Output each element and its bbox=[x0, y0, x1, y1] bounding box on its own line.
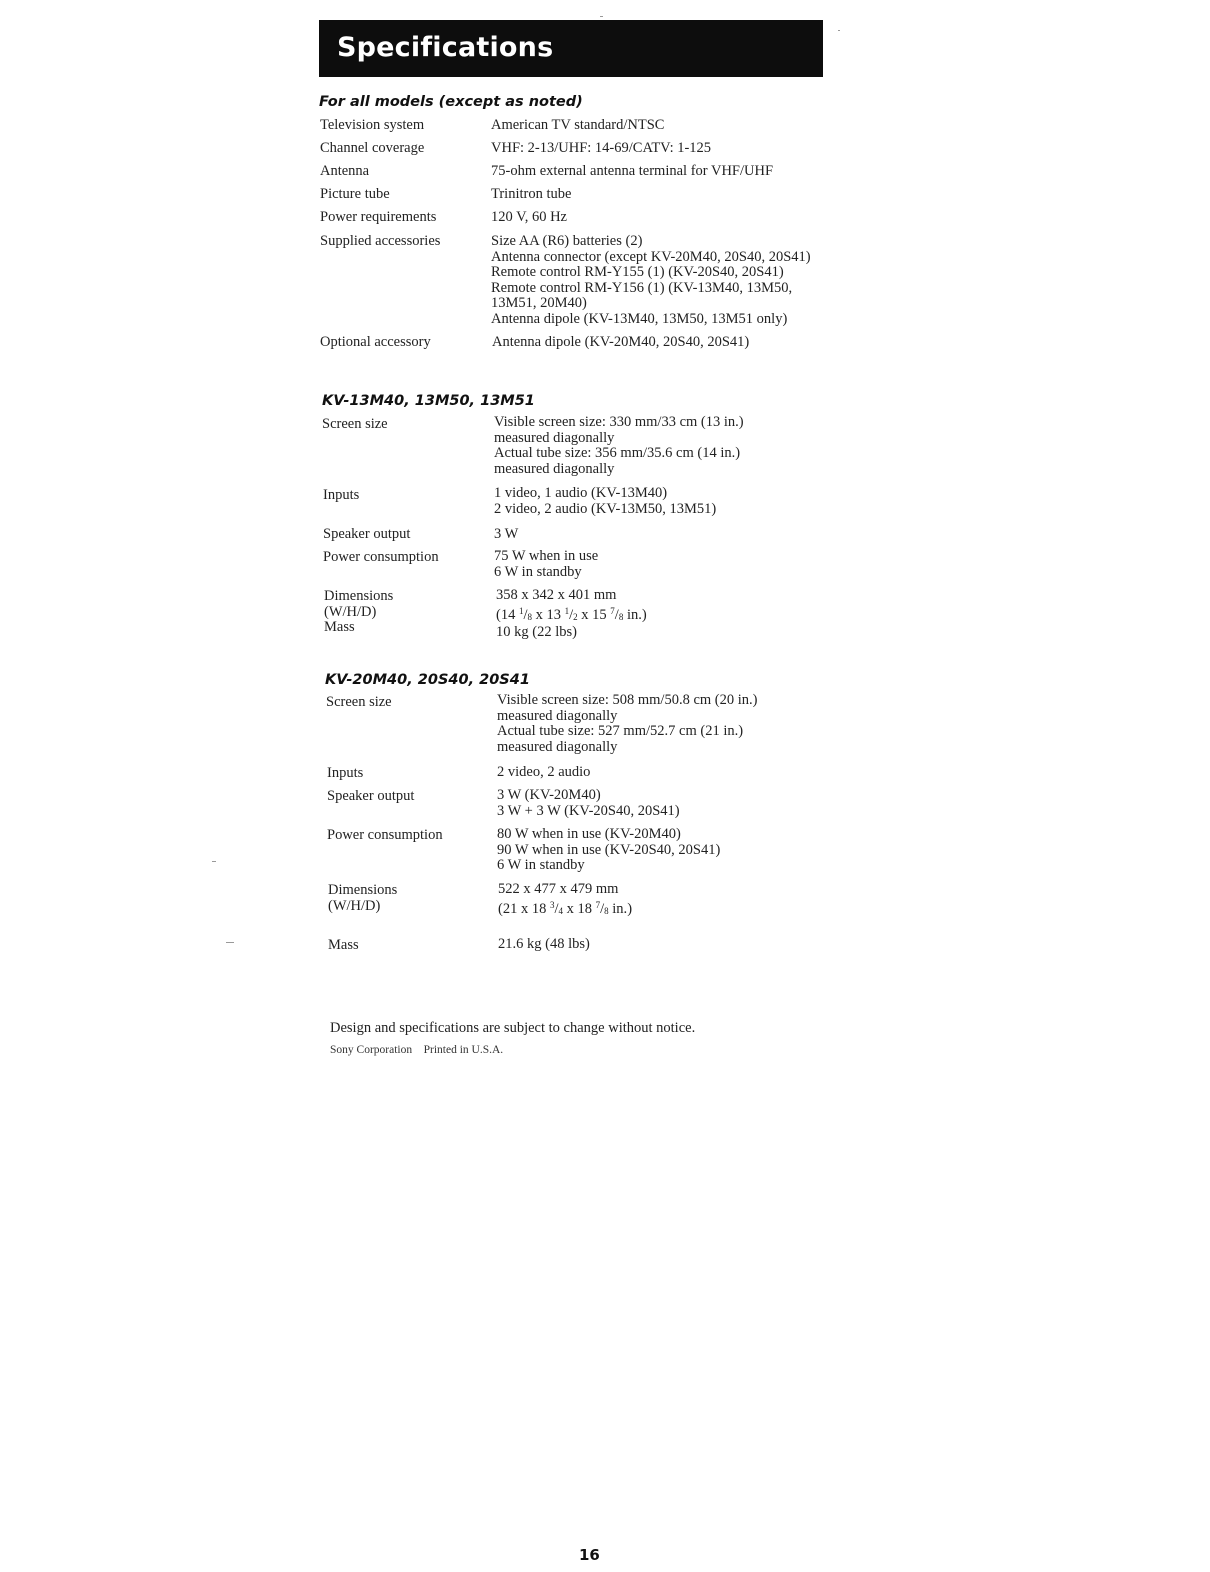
spec-label: Television system bbox=[320, 117, 425, 133]
spec-label: Speaker output bbox=[323, 526, 411, 542]
spec-value-line: 6 W in standby bbox=[494, 563, 582, 580]
spec-label-line: Mass bbox=[324, 619, 355, 635]
spec-value-block bbox=[494, 486, 716, 517]
spec-label-line: Dimensions bbox=[328, 882, 398, 898]
spec-value-line: Visible screen size: 330 mm/33 cm (13 in.) bbox=[494, 414, 744, 430]
spec-value-line: Antenna dipole (KV-13M40, 13M50, 13M51 only) bbox=[491, 310, 788, 327]
spec-label: Mass bbox=[328, 937, 359, 953]
spec-label: Power requirements bbox=[320, 209, 437, 225]
dim-num: 3 bbox=[549, 899, 555, 910]
spec-value-line: measured diagonally bbox=[494, 460, 615, 477]
dim-num: 7 bbox=[595, 899, 601, 910]
spec-value-block bbox=[497, 693, 757, 755]
spec-value: 3 W bbox=[494, 526, 519, 542]
section-heading-all-models: For all models (except as noted) bbox=[319, 94, 583, 110]
spec-label: Antenna bbox=[320, 163, 370, 179]
dim-num: 1 bbox=[564, 605, 570, 616]
spec-value-line: 6 W in standby bbox=[497, 857, 585, 873]
spec-label: Channel coverage bbox=[320, 140, 425, 156]
dim-whole: 13 bbox=[546, 606, 561, 623]
spec-value-line: Antenna connector (except KV-20M40, 20S40, 20S41) bbox=[491, 248, 811, 265]
spec-value-line: 1 video, 1 audio (KV-13M40) bbox=[494, 485, 668, 501]
spec-value-line: measured diagonally bbox=[497, 707, 618, 724]
spec-label: Power consumption bbox=[323, 549, 439, 565]
spec-label-line: (W/H/D) bbox=[324, 603, 377, 620]
spec-label: Speaker output bbox=[327, 788, 415, 804]
spec-value: 75-ohm external antenna terminal for VHF/UHF bbox=[491, 163, 774, 179]
section-heading-kv13: KV-13M40, 13M50, 13M51 bbox=[322, 393, 535, 409]
scan-speck bbox=[838, 30, 840, 31]
spec-value-line: 80 W when in use (KV-20M40) bbox=[497, 826, 681, 842]
spec-value-line: Remote control RM-Y156 (1) (KV-13M40, 13M50, bbox=[491, 279, 793, 296]
dim-unit: in. bbox=[626, 606, 642, 623]
spec-value-line: measured diagonally bbox=[497, 738, 618, 755]
title-bar bbox=[319, 20, 823, 77]
spec-value-block bbox=[497, 788, 680, 819]
spec-label-block bbox=[328, 883, 397, 914]
dim-whole: 21 bbox=[502, 900, 518, 917]
dim-den: 8 bbox=[604, 905, 609, 916]
dimensions-inches-line: (14 $^1$/8 x 13 $^1$/2 x 15 $^7$/8 in.) bbox=[496, 605, 647, 623]
dim-whole: 14 bbox=[500, 606, 516, 623]
spec-label: Picture tube bbox=[320, 186, 390, 202]
dim-den: 8 bbox=[527, 611, 532, 622]
page-number: 16 bbox=[579, 1546, 600, 1564]
spec-value-line: 358 x 342 x 401 mm bbox=[496, 587, 617, 603]
spec-value: VHF: 2-13/UHF: 14-69/CATV: 1-125 bbox=[491, 140, 712, 156]
footer-note: Design and specifications are subject to change without notice. bbox=[330, 1020, 696, 1036]
dim-whole: 18 bbox=[577, 900, 592, 917]
spec-label: Inputs bbox=[323, 487, 360, 503]
dim-whole: 18 bbox=[531, 900, 547, 917]
scan-speck bbox=[226, 942, 234, 943]
spec-value-line: measured diagonally bbox=[494, 429, 615, 446]
spec-value-block bbox=[494, 549, 598, 580]
dim-whole: 15 bbox=[592, 606, 607, 623]
spec-label: Supplied accessories bbox=[320, 233, 441, 249]
spec-value-line: Size AA (R6) batteries (2) bbox=[491, 233, 643, 249]
spec-value-line: 75 W when in use bbox=[494, 548, 599, 564]
spec-value-line: Remote control RM-Y155 (1) (KV-20S40, 20S41) bbox=[491, 264, 784, 280]
spec-value-block bbox=[494, 415, 744, 477]
spec-value: 120 V, 60 Hz bbox=[491, 209, 567, 225]
corporation-name: Sony Corporation bbox=[330, 1044, 413, 1056]
spec-value-line: 2 video, 2 audio (KV-13M50, 13M51) bbox=[494, 500, 717, 517]
spec-value-line: 3 W (KV-20M40) bbox=[497, 787, 601, 803]
spec-value: Antenna dipole (KV-20M40, 20S40, 20S41) bbox=[492, 334, 750, 350]
spec-label-line: (W/H/D) bbox=[328, 897, 381, 914]
spec-value: 21.6 kg (48 lbs) bbox=[498, 936, 590, 952]
spec-value-line: Actual tube size: 527 mm/52.7 cm (21 in.) bbox=[497, 723, 744, 739]
dim-den: 8 bbox=[618, 611, 624, 622]
spec-value: American TV standard/NTSC bbox=[491, 117, 665, 133]
spec-label: Power consumption bbox=[327, 827, 443, 843]
printed-in: Printed in U.S.A. bbox=[423, 1044, 504, 1056]
dim-den: 4 bbox=[558, 905, 563, 916]
spec-value-line: Actual tube size: 356 mm/35.6 cm (14 in.) bbox=[494, 445, 741, 461]
spec-label-line: Dimensions bbox=[324, 588, 394, 604]
footer-imprint bbox=[330, 1044, 503, 1056]
spec-label: Optional accessory bbox=[320, 334, 431, 350]
spec-value-block bbox=[496, 588, 647, 641]
spec-value-block bbox=[498, 882, 632, 919]
spec-label: Screen size bbox=[326, 694, 392, 710]
dim-unit: in. bbox=[612, 900, 628, 917]
spec-value-block bbox=[491, 234, 811, 327]
dim-num: 1 bbox=[518, 605, 524, 616]
spec-value-line: 10 kg (22 lbs) bbox=[496, 624, 577, 640]
spec-value-line: 13M51, 20M40) bbox=[491, 295, 587, 311]
scan-speck bbox=[600, 16, 603, 17]
spec-value-line: 3 W + 3 W (KV-20S40, 20S41) bbox=[497, 802, 680, 819]
spec-value-line: Visible screen size: 508 mm/50.8 cm (20 in.) bbox=[497, 692, 758, 708]
page-title: Specifications bbox=[337, 32, 554, 63]
spec-value-line: 90 W when in use (KV-20S40, 20S41) bbox=[497, 841, 721, 858]
dimensions-inches-line: (21 x 18 $^3$/4 x 18 $^7$/8 in.) bbox=[498, 899, 633, 917]
spec-value-block bbox=[497, 827, 720, 874]
spec-label-block bbox=[324, 589, 393, 636]
dim-den: 2 bbox=[573, 611, 578, 622]
dim-num: 7 bbox=[610, 605, 615, 616]
spec-value: Trinitron tube bbox=[491, 186, 572, 202]
spec-label: Screen size bbox=[322, 416, 388, 432]
spec-value: 2 video, 2 audio bbox=[497, 764, 591, 780]
section-heading-kv20: KV-20M40, 20S40, 20S41 bbox=[325, 672, 530, 688]
spec-label: Inputs bbox=[327, 765, 364, 781]
spec-value-line: 522 x 477 x 479 mm bbox=[498, 881, 619, 897]
scan-speck bbox=[212, 861, 216, 862]
